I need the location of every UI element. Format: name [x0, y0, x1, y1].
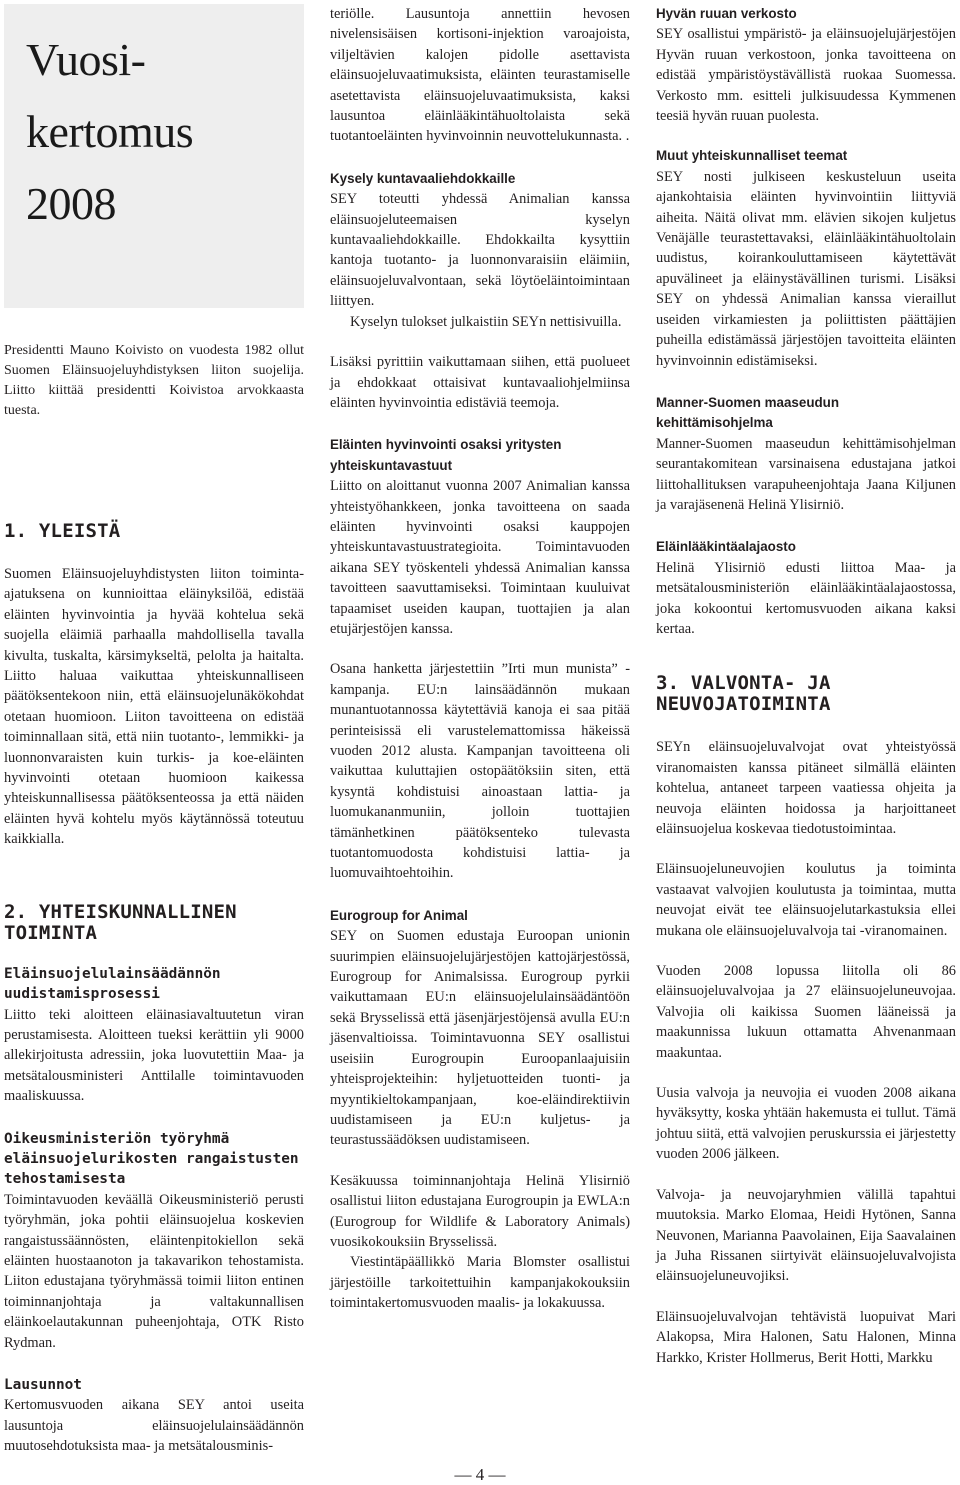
para-yritykset: Liitto on aloittanut vuonna 2007 Animalian kanssa yhteistyöhankkeen, jonka tavoitteena on saada eläinten hyvinvointi osaksi kauppojen yhteiskuntavastuustrategioita. Toimintavuoden aikana SEY työskenteli yhdessä Animalian kanssa tavoitteen saavuttamiseksi. Toimintaan kuuluivat tapaamiset useiden kaupan, tuottajien ja alan etujärjestöjen kanssa. [330, 478, 630, 637]
para-lausunnot-cont: teriölle. Lausuntoja annettiin hevosen nivelensisäisen kortisoni-injektion varoajoista, viljeltävien kalojen pidolle asettavista eläinsuojeluvaatimuksista, eläinten teurastamiselle asetettavista eläinsuojeluvaatimuksista, kaksi lausuntoa eläinlääkintähuoltolaista sekä tuotantoeläinten hyvinvoinnin neuvottelukunnasta. . [330, 6, 630, 145]
para-kysely: SEY toteutti yhdessä Animalian kanssa eläinsuojeluteemaisen kyselyn kuntavaaliehdokkaille. Ehdokkailta kysyttiin kantoja tuotanto- ja luonnonvaraisiin eläimiin, eläinsuojeluvalvontaan, sekä löytöeläintoimintaan liittyen. [330, 191, 630, 310]
para-valvonta-3: Vuoden 2008 lopussa liitolla oli 86 eläinsuojeluvalvojaa ja 27 eläinsuojeluneuvojaa. Valvojia oli kaikissa Suomen lääneissä ja maakunnissa lukuun ottamatta Ahvenanmaan maakuntaa. [656, 963, 956, 1061]
column-3 [656, 4, 956, 1388]
page-number: — 4 — [454, 1465, 506, 1484]
para-lausunnot: Kertomusvuoden aikana SEY antoi useita lausuntoja eläinsuojelulainsäädännön muutosehdotuksista maa- ja metsätalousminis- [4, 1397, 304, 1455]
heading-ruoka: Hyvän ruuan verkosto [656, 6, 797, 21]
heading-eurogroup: Eurogroup for Animal [330, 907, 468, 923]
heading-yleista: 1. YLEISTÄ [4, 520, 121, 542]
para-eurogroup: SEY on Suomen edustaja Euroopan unionin suurimpien eläinsuojelujärjestöjen kattojärjestössä, Eurogroup for Animalsissa. Eurogroup pyrkii vaikuttamaan EU:n eläinsuojelulainsäädäntöön sekä Brysselissä että jäsenjärjestöjensä avulla EU:n jäsenvaltioissa. Toimintavuonna SEY osallistui useisiin Eurogroupin Euroopanlaajuisiin yhteisprojekteihin: hyljetuotteiden tuonti- ja myyntikieltokampanjaan, koe-eläindirektiivin uudistamiseen ja EU:n kuljetus- ja teurastussäädöksen uudistamiseen. [330, 928, 630, 1149]
para-ewla-blomster: Viestintäpäällikkö Maria Blomster osallistui järjestöille tarkoitettuihin kampanjakokouksiin toimintakertomusvuoden maalis- ja lokakuussa. [330, 1254, 630, 1312]
heading-lainsaadanto: Eläinsuojelulainsäädännön uudistamisprosessi [4, 965, 221, 1003]
heading-lausunnot: Lausunnot [4, 1377, 82, 1393]
para-jaosto: Helinä Ylisirniö edusti liittoa Maa- ja metsätalousministeriön eläinlääkintäalajaostossa, joka kokoontui kertomusvuoden aikana kaksi kertaa. [656, 559, 956, 637]
para-ewla: Kesäkuussa toiminnanjohtaja Helinä Ylisirniö osallistui liiton edustajana Eurogroupin ja EWLA:n (Eurogroup for Wildlife & Laboratory Animals) vuosikokouksiin Brysselissä. [330, 1172, 630, 1250]
heading-valvonta: 3. VALVONTA- JA NEUVOJATOIMINTA [656, 672, 831, 716]
heading-kysely: Kysely kuntavaaliehdokkaille [330, 170, 516, 186]
para-yleista: Suomen Eläinsuojeluyhdistysten liiton toiminta-ajatuksena on kunnioittaa eläinyksilöä, edistää eläinten hyvinvointia ja hyvää kohtelua sekä suojella eläimiä parhaalla mahdollisella tavalla kivulta, tuskalta, kärsimykseltä, pelolta ja haitalta. Liitto haluaa vaikuttaa yhteiskunnalliseen päätöksentekoon niin, että eläinsuojelunäkökohdat otetaan huomioon. Liiton tavoitteena on edistää toiminnallaan sitä, että niin tuotanto-, lemmikki- ja luonnonvaraisten kuin turkis- ja koe-eläinten hyvinvointi otetaan huomioon kaikessa yhteiskunnallisessa päätöksenteossa ja että näiden eläinten hyvä kohtelu myös käytännössä toteutuu kaikkialla. [4, 566, 304, 848]
para-valvonta-4: Uusia valvoja ja neuvojia ei vuoden 2008 aikana hyväksytty, koska yhtään hakemusta ei tullut. Tämä johtuu siitä, että valvojien peruskurssia ei järjestetty vuoden 2006 jälkeen. [656, 1085, 956, 1163]
para-muut: SEY nosti julkiseen keskusteluun useita ajankohtaisia eläinten hyvinvointiin liittyviä aiheita. Näitä olivat mm. elävien sikojen kuljetus Venäjälle teurastettavaksi, eläinlääkintähuoltolain uudistus, koirankouluttamiseen käytettävät apuvälineet ja eläinystävällinen turismi. Lisäksi SEY on yhdessä Animalian kanssa vieraillut useiden virkamiesten ja poliittisten päättäjien puheilla edistämässä järjestöjen tavoitteita eläinten hyvinvoinnin edistämiseksi. [656, 168, 956, 369]
column-1 [4, 341, 304, 1477]
para-munat: Osana hanketta järjestettiin ”Irti mun munista” -kampanja. EU:n lainsäädännön mukaan munantuotannossa käytettäviä kanoja ei saa pitää perinteisissä eli varustelemattomissa häkeissä vuoden 2012 alusta. Kampanjan tavoitteena oli vaikuttaa kuluttajien ostopäätöksiin siten, että kysyntä kohdistuisi ainoastaan lattia- ja luomukananmuniin, jolloin tuottajien tämänhetkinen päätöksenteko tulevasta tuotantomuodosta kohdistuisi lattia- ja luomuvaihtoehtoihin. [330, 661, 630, 882]
president-caption: Presidentti Mauno Koivisto on vuodesta 1982 ollut Suomen Eläinsuojeluyhdistyksen liiton suojelija. Liitto kiittää presidentti Koivistoa arvokkaasta tuesta. [4, 343, 304, 418]
column-2 [330, 4, 630, 1334]
heading-yritykset: Eläinten hyvinvointi osaksi yritysten yhteiskuntavastuut [330, 437, 562, 473]
title-box [4, 4, 304, 308]
heading-manner: Manner-Suomen maaseudun kehittämisohjelma [656, 394, 840, 431]
para-valvonta-5: Valvoja- ja neuvojaryhmien välillä tapahtui muutoksia. Marko Elomaa, Heidi Hytönen, Sanna Neuvonen, Marianna Paavolainen, Eija Saavalainen ja Juha Rissanen siirtyivät eläinsuojeluvalvojista eläinsuojeluneuvojiksi. [656, 1186, 956, 1285]
para-kysely-puolueet: Lisäksi pyrittiin vaikuttamaan siihen, että puolueet ja ehdokkaat ottaisivat kuntavaaliohjelmiinsa eläinten hyvinvointia edistäviä teemoja. [330, 354, 630, 411]
heading-muut: Muut yhteiskunnalliset teemat [656, 148, 848, 164]
para-lainsaadanto: Liitto teki aloitteen eläinasiavaltuutetun viran perustamisesta. Aloitteen tueksi kerättiin yli 9000 allekirjoitusta adressiin, joka luovutettiin Maa- ja metsätalousministeri Anttilalle toimintavuoden maaliskuussa. [4, 1006, 304, 1105]
heading-oikeusministerio: Oikeusministeriön työryhmä eläinsuojelurikosten rangaistusten tehostamisesta [4, 1130, 299, 1188]
para-manner: Manner-Suomen maaseudun kehittämisohjelman seurantakomitean varsinaisena edustajana jatkoi liittohallituksen varapuheenjohtaja Jaana Kiljunen ja varajäsenenä Helinä Ylisirniö. [656, 435, 956, 513]
para-valvonta-1: SEYn eläinsuojeluvalvojat ovat yhteistyössä viranomaisten kanssa pitäneet silmällä eläinten kohtelua, antaneet tarpeen vaatiessa ohjeita ja neuvoja eläinten hoidossa ja harjoittaneet eläinsuojelua koskevaa tiedotustoimintaa. [656, 739, 956, 837]
para-oikeusministerio: Toimintavuoden keväällä Oikeusministeriö perusti työryhmän, joka pohtii eläinsuojelua koskevien rangaistussäännösten, eläintenpitokiellon sekä eläinten huostaanoton ja takavarikon tehostamista. Liiton edustajana työryhmässä toimii liiton entinen toiminnanjohtaja ja valtakunnallisen eläinkoelautakunnan puheenjohtaja, OTK Risto Rydman. [4, 1191, 304, 1351]
para-valvonta-6: Eläinsuojeluvalvojan tehtävistä luopuivat Mari Alakopsa, Mira Halonen, Satu Halonen, Minna Harkko, Krister Hollmerus, Berit Hotti, Markku [656, 1308, 956, 1366]
para-kysely-results: Kyselyn tulokset julkaistiin SEYn nettisivuilla. [350, 313, 622, 330]
report-title: Vuosi- kertomus 2008 [26, 34, 194, 229]
para-ruoka: SEY osallistui ympäristö- ja eläinsuojelujärjestöjen Hyvän ruuan verkostoon, jonka tavoitteena on edistää ympäristöystävällistä ruokaa Suomessa. Verkosto mm. esitteli julkisuudessa Kymmenen teesiä hyvän ruuan puolesta. [656, 26, 956, 125]
heading-yhteiskunnallinen: 2. YHTEISKUNNALLINEN TOIMINTA [4, 900, 237, 944]
heading-jaosto: Eläinlääkintäalajaosto [656, 539, 796, 555]
para-valvonta-2: Eläinsuojeluneuvojien koulutus ja toiminta vastaavat valvojien koulutusta ja toimintaa, mutta neuvojat eivät tee eläinsuojelutarkastuksia ellei mukana ole eläinsuojeluvalvoja tai -viranomainen. [656, 861, 956, 939]
